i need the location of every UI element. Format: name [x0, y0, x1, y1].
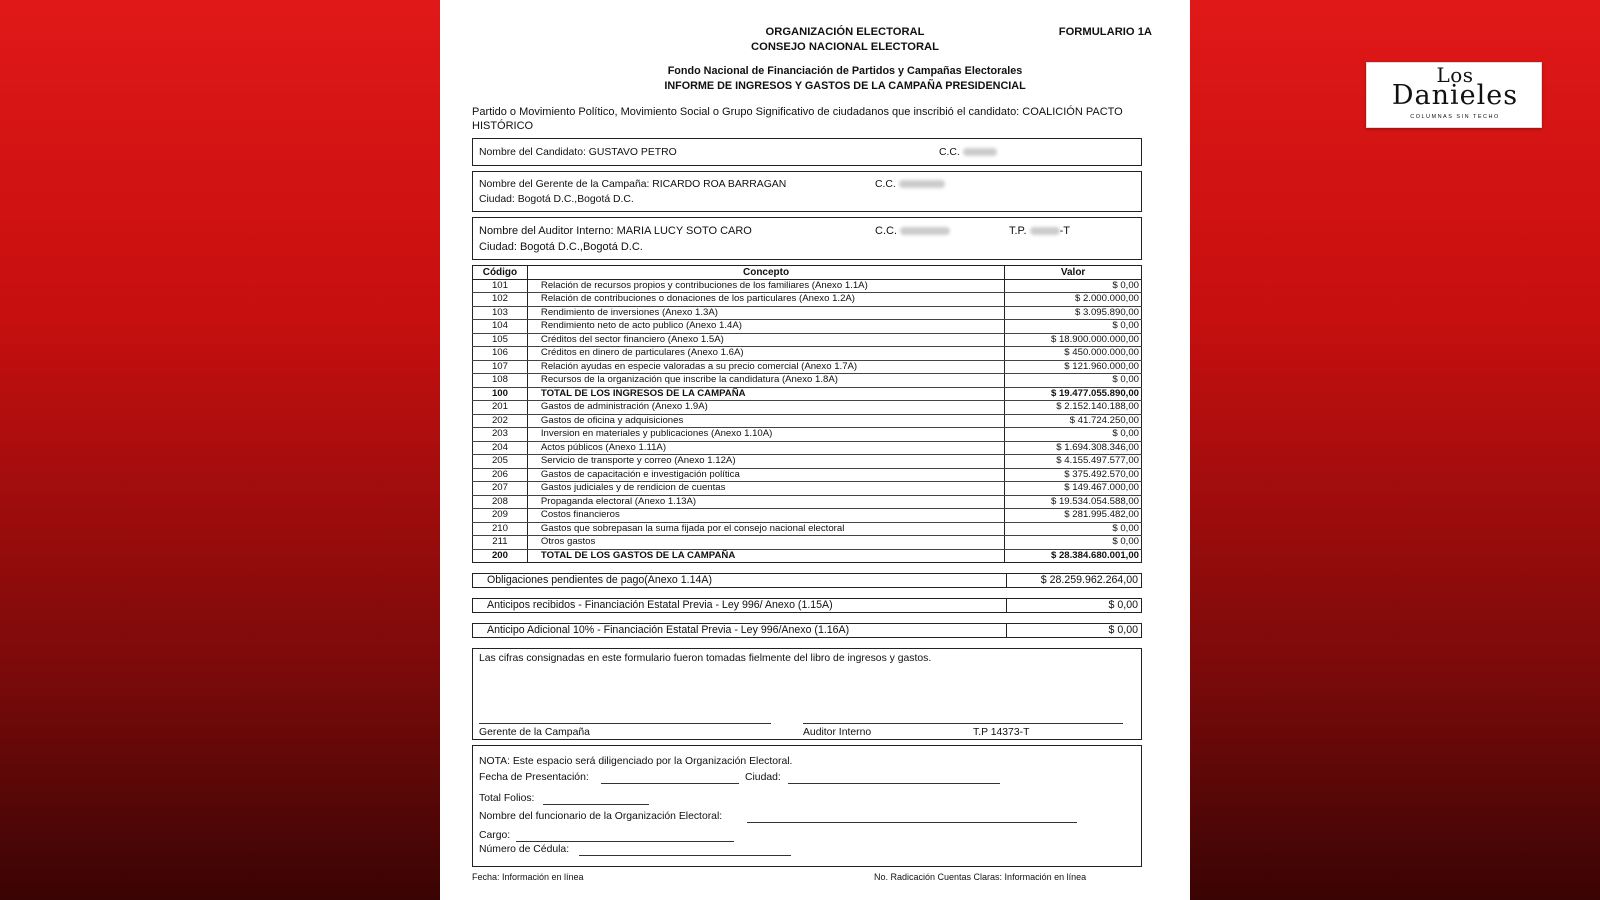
row-concept: Costos financieros [527, 509, 1004, 523]
row-value: $ 28.384.680.001,00 [1005, 549, 1142, 563]
row-code: 200 [473, 549, 528, 563]
org-line-2: CONSEJO NACIONAL ELECTORAL [751, 40, 939, 53]
manager-signature-line [479, 723, 771, 724]
row-concept: Propaganda electoral (Anexo 1.13A) [527, 495, 1004, 509]
row-concept: Relación ayudas en especie valoradas a su precio comercial (Anexo 1.7A) [527, 360, 1004, 374]
table-row [473, 387, 1142, 401]
row-concept: TOTAL DE LOS INGRESOS DE LA CAMPAÑA [527, 387, 1004, 401]
row-value: $ 4.155.497.577,00 [1005, 455, 1142, 469]
table-row [473, 441, 1142, 455]
table-row [473, 414, 1142, 428]
official-name-label: Nombre del funcionario de la Organización Electoral: [479, 811, 723, 822]
certification-box [472, 648, 1142, 740]
row-value: $ 18.900.000.000,00 [1005, 333, 1142, 347]
form-id: FORMULARIO 1A [1058, 26, 1152, 38]
cargo-line [516, 841, 734, 842]
row-code: 202 [473, 414, 528, 428]
advances-value: $ 0,00 [1108, 599, 1138, 611]
row-value: $ 149.467.000,00 [1005, 482, 1142, 496]
pending-obligations-value: $ 28.259.962.264,00 [1040, 574, 1138, 586]
row-code: 106 [473, 347, 528, 361]
header-value: Valor [1005, 266, 1142, 280]
row-concept: Gastos judiciales y de rendicion de cuentas [527, 482, 1004, 496]
row-value: $ 375.492.570,00 [1005, 468, 1142, 482]
row-code: 207 [473, 482, 528, 496]
row-code: 203 [473, 428, 528, 442]
note-box [472, 745, 1142, 867]
row-value: $ 2.000.000,00 [1005, 293, 1142, 307]
row-code: 208 [473, 495, 528, 509]
logo-tagline: COLUMNAS SIN TECHO [1410, 114, 1500, 120]
submission-date-label: Fecha de Presentación: [479, 772, 589, 783]
row-concept: Relación de recursos propios y contribuciones de los familiares (Anexo 1.1A) [527, 279, 1004, 293]
row-code: 209 [473, 509, 528, 523]
row-code: 201 [473, 401, 528, 415]
pending-obligations-label: Obligaciones pendientes de pago(Anexo 1.14A) [473, 574, 1007, 587]
table-row [473, 333, 1142, 347]
additional-advance-row [472, 623, 1142, 638]
row-concept: Rendimiento neto de acto publico (Anexo 1.4A) [527, 320, 1004, 334]
row-code: 104 [473, 320, 528, 334]
row-concept: Créditos del sector financiero (Anexo 1.5A) [527, 333, 1004, 347]
report-header [560, 64, 1130, 93]
footer-date: Fecha: Información en línea [472, 872, 584, 882]
row-value: $ 19.534.054.588,00 [1005, 495, 1142, 509]
table-row [473, 320, 1142, 334]
additional-advance-label: Anticipo Adicional 10% - Financiación Estatal Previa - Ley 996/Anexo (1.16A) [473, 624, 1007, 637]
auditor-tp-number: T.P 14373-T [973, 727, 1030, 738]
row-value: $ 2.152.140.188,00 [1005, 401, 1142, 415]
row-concept: Inversion en materiales y publicaciones (Anexo 1.10A) [527, 428, 1004, 442]
row-code: 105 [473, 333, 528, 347]
row-code: 100 [473, 387, 528, 401]
note-title: NOTA: Este espacio será diligenciado por la Organización Electoral. [479, 756, 793, 767]
table-row [473, 495, 1142, 509]
advances-label: Anticipos recibidos - Financiación Estatal Previa - Ley 996/ Anexo (1.15A) [473, 599, 1007, 612]
pending-obligations-row [472, 573, 1142, 588]
row-value: $ 0,00 [1005, 428, 1142, 442]
table-row [473, 482, 1142, 496]
header-code: Código [473, 266, 528, 280]
auditor-signature-line [803, 723, 1123, 724]
advances-row [472, 598, 1142, 613]
folios-label: Total Folios: [479, 793, 535, 804]
table-row [473, 293, 1142, 307]
row-concept: Recursos de la organización que inscribe la candidatura (Anexo 1.8A) [527, 374, 1004, 388]
row-code: 211 [473, 536, 528, 550]
candidate-box [472, 138, 1142, 166]
row-value: $ 41.724.250,00 [1005, 414, 1142, 428]
row-code: 102 [473, 293, 528, 307]
auditor-box [472, 217, 1142, 260]
additional-advance-value: $ 0,00 [1108, 624, 1138, 636]
row-concept: Gastos de capacitación e investigación política [527, 468, 1004, 482]
row-value: $ 0,00 [1005, 374, 1142, 388]
income-expense-table [472, 265, 1142, 563]
row-code: 210 [473, 522, 528, 536]
folios-line [543, 804, 649, 805]
cargo-label: Cargo: [479, 830, 511, 841]
report-title: INFORME DE INGRESOS Y GASTOS DE LA CAMPAÑA PRESIDENCIAL [664, 79, 1026, 92]
id-number-line [579, 855, 791, 856]
row-concept: Servicio de transporte y correo (Anexo 1.12A) [527, 455, 1004, 469]
manager-name: Nombre del Gerente de la Campaña: RICARDO ROA BARRAGAN [479, 179, 787, 190]
table-row [473, 549, 1142, 563]
document-page [440, 0, 1190, 900]
table-row [473, 509, 1142, 523]
auditor-id: C.C. [875, 225, 950, 237]
auditor-city: Ciudad: Bogotá D.C.,Bogotá D.C. [479, 241, 643, 253]
row-concept: Gastos de oficina y adquisiciones [527, 414, 1004, 428]
footer-filing-number: No. Radicación Cuentas Claras: Información en línea [874, 872, 1087, 882]
row-value: $ 0,00 [1005, 522, 1142, 536]
auditor-signature-label: Auditor Interno [803, 727, 872, 738]
table-row [473, 306, 1142, 320]
auditor-tp: T.P. -T [1009, 225, 1070, 237]
table-row [473, 522, 1142, 536]
candidate-id: C.C. [939, 147, 997, 158]
row-value: $ 0,00 [1005, 536, 1142, 550]
row-code: 204 [473, 441, 528, 455]
row-value: $ 281.995.482,00 [1005, 509, 1142, 523]
table-row [473, 428, 1142, 442]
org-line-1: ORGANIZACIÓN ELECTORAL [765, 26, 925, 38]
row-code: 101 [473, 279, 528, 293]
fund-line: Fondo Nacional de Financiación de Partidos y Campañas Electorales [667, 65, 1023, 77]
row-code: 103 [473, 306, 528, 320]
table-row [473, 374, 1142, 388]
table-row [473, 360, 1142, 374]
row-code: 107 [473, 360, 528, 374]
row-code: 205 [473, 455, 528, 469]
manager-signature-label: Gerente de la Campaña [479, 727, 590, 738]
row-value: $ 450.000.000,00 [1005, 347, 1142, 361]
id-number-label: Número de Cédula: [479, 844, 570, 855]
row-value: $ 0,00 [1005, 279, 1142, 293]
row-concept: Gastos que sobrepasan la suma fijada por el consejo nacional electoral [527, 522, 1004, 536]
org-header [690, 25, 1000, 54]
row-value: $ 19.477.055.890,00 [1005, 387, 1142, 401]
row-concept: Gastos de administración (Anexo 1.9A) [527, 401, 1004, 415]
row-value: $ 0,00 [1005, 320, 1142, 334]
los-danieles-logo [1366, 62, 1542, 128]
official-name-line [747, 822, 1077, 823]
table-header-row [473, 266, 1142, 280]
row-concept: Relación de contribuciones o donaciones de los particulares (Anexo 1.2A) [527, 293, 1004, 307]
candidate-name: Nombre del Candidato: GUSTAVO PETRO [479, 147, 677, 158]
row-value: $ 1.694.308.346,00 [1005, 441, 1142, 455]
logo-line-2: Danieles [1391, 80, 1519, 111]
row-concept: Rendimiento de inversiones (Anexo 1.3A) [527, 306, 1004, 320]
table-row [473, 536, 1142, 550]
table-row [473, 401, 1142, 415]
note-city-line [788, 783, 1000, 784]
manager-city: Ciudad: Bogotá D.C.,Bogotá D.C. [479, 194, 634, 205]
table-row [473, 279, 1142, 293]
auditor-name: Nombre del Auditor Interno: MARIA LUCY SOTO CARO [479, 225, 752, 237]
party-text: Partido o Movimiento Político, Movimiento Social o Grupo Significativo de ciudadanos que inscribió el candidato: COALICIÓN PACTO HISTÓRICO [472, 106, 1123, 132]
table-row [473, 455, 1142, 469]
row-concept: Otros gastos [527, 536, 1004, 550]
row-code: 108 [473, 374, 528, 388]
row-value: $ 121.960.000,00 [1005, 360, 1142, 374]
row-code: 206 [473, 468, 528, 482]
certification-text: Las cifras consignadas en este formulario fueron tomadas fielmente del libro de ingresos y gastos. [479, 653, 932, 664]
note-city-label: Ciudad: [745, 772, 781, 783]
manager-id: C.C. [875, 179, 945, 190]
submission-date-line [601, 783, 739, 784]
logo-line-1: Los [1436, 63, 1474, 87]
header-concept: Concepto [527, 266, 1004, 280]
table-row [473, 468, 1142, 482]
row-concept: Actos públicos (Anexo 1.11A) [527, 441, 1004, 455]
row-concept: TOTAL DE LOS GASTOS DE LA CAMPAÑA [527, 549, 1004, 563]
row-concept: Créditos en dinero de particulares (Anexo 1.6A) [527, 347, 1004, 361]
manager-box [472, 171, 1142, 212]
table-row [473, 347, 1142, 361]
row-value: $ 3.095.890,00 [1005, 306, 1142, 320]
